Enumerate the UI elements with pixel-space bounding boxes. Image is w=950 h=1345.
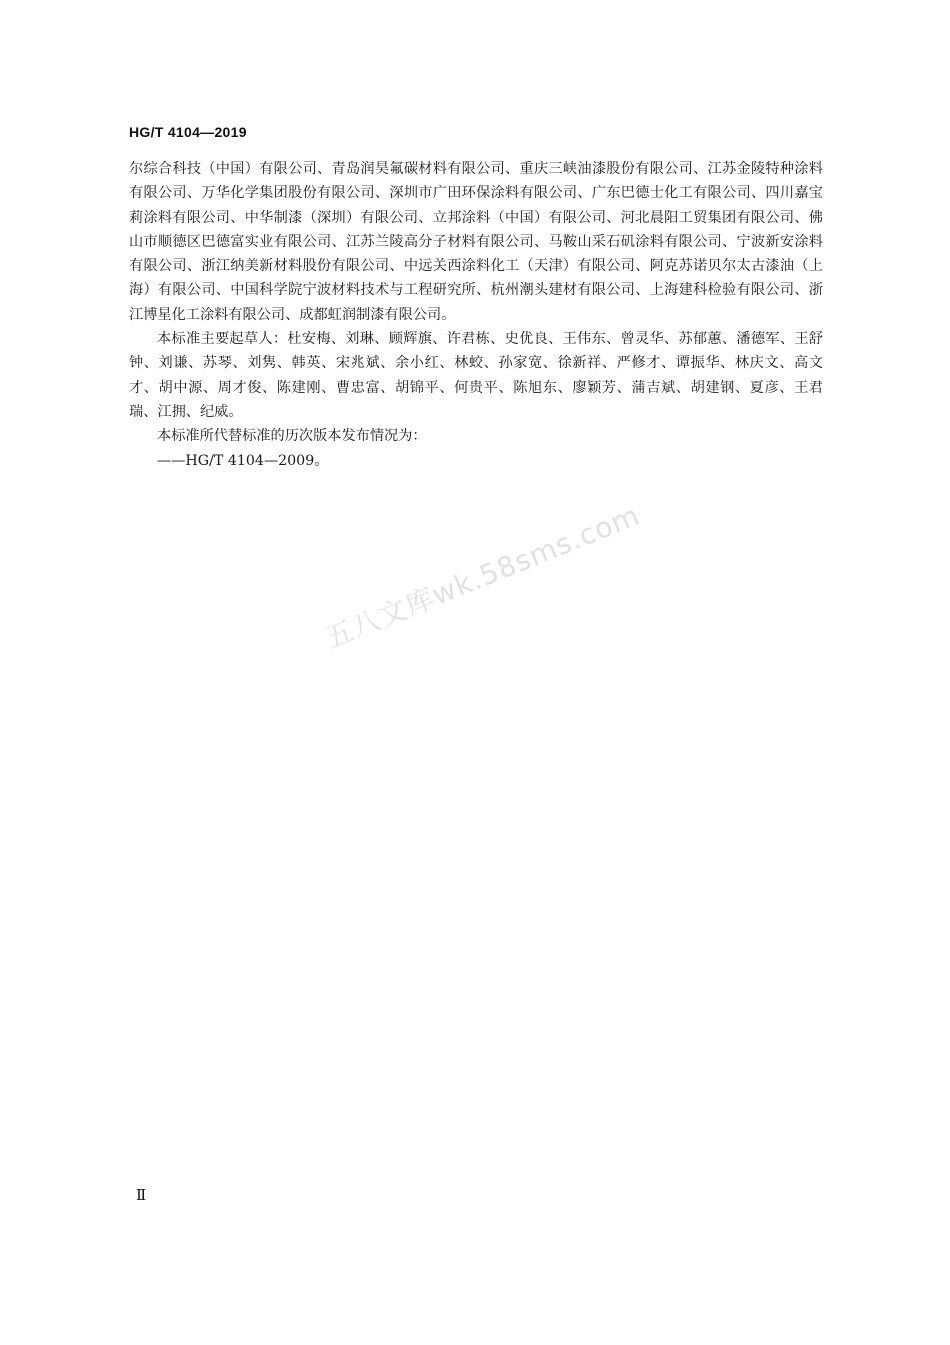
drafters-paragraph: 本标准主要起草人：杜安梅、刘琳、顾辉旗、许君栋、史优良、王伟东、曾灵华、苏郁蕙、潘德军、王舒钟、刘谦、苏琴、刘隽、韩英、宋兆斌、余小红、林蛟、孙家宽、徐新祥、严修才、谭振华、林庆文、高文才、胡中源、周才俊、陈建刚、曹忠富、胡锦平、何贵平、陈旭东、廖颖芳、蒲吉斌、胡建钢、夏彦、王君瑞、江拥、纪威。 bbox=[129, 331, 823, 420]
standard-code-header: HG/T 4104—2019 bbox=[129, 124, 247, 140]
page-number: Ⅱ bbox=[136, 1186, 147, 1204]
history-item-paragraph: ——HG/T 4104—2009。 bbox=[157, 452, 329, 469]
document-body bbox=[129, 157, 823, 473]
companies-paragraph: 尔综合科技（中国）有限公司、青岛润昊氟碳材料有限公司、重庆三峡油漆股份有限公司、江苏金陵特种涂料有限公司、万华化学集团股份有限公司、深圳市广田环保涂料有限公司、广东巴德士化工有限公司、四川嘉宝莉涂料有限公司、中华制漆（深圳）有限公司、立邦涂料（中国）有限公司、河北晨阳工贸集团有限公司、佛山市顺德区巴德富实业有限公司、江苏兰陵高分子材料有限公司、马鞍山采石矶涂料有限公司、宁波新安涂料有限公司、浙江纳美新材料股份有限公司、中远关西涂料化工（天津）有限公司、阿克苏诺贝尔太古漆油（上海）有限公司、中国科学院宁波材料技术与工程研究所、杭州潮头建材有限公司、上海建科检验有限公司、浙江博星化工涂料有限公司、成都虹润制漆有限公司。 bbox=[129, 161, 823, 323]
history-intro-paragraph: 本标准所代替标准的历次版本发布情况为： bbox=[157, 428, 427, 445]
watermark: 五八文库wk.58sms.com bbox=[319, 498, 645, 656]
